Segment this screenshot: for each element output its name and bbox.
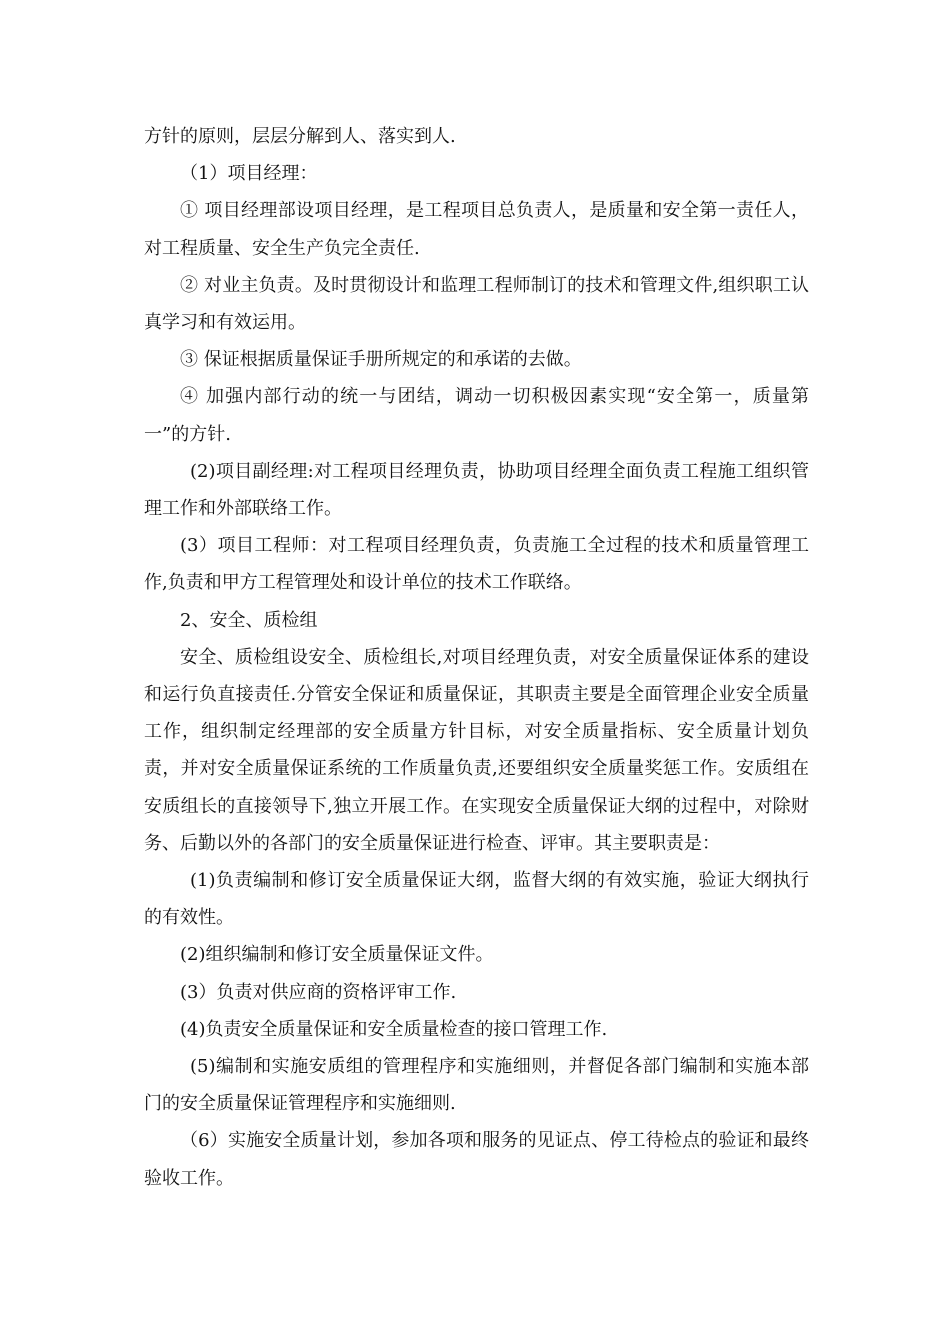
paragraph-duty-2: (2)组织编制和修订安全质量保证文件。: [180, 944, 494, 966]
heading-safety-quality-group: 2、安全、质检组: [180, 609, 318, 631]
paragraph-pm-item-2: ② 对业主负责。及时贯彻设计和监理工程师制订的技术和管理文件,组织职工认真学习和有效运用。: [144, 274, 809, 334]
paragraph-duty-3: (3）负责对供应商的资格评审工作.: [180, 981, 457, 1003]
paragraph-pm-item-1: ① 项目经理部设项目经理，是工程项目总负责人，是质量和安全第一责任人，对工程质量、安全生产负完全责任.: [144, 200, 809, 259]
paragraph-duty-1: (1)负责编制和修订安全质量保证大纲，监督大纲的有效实施，验证大纲执行的有效性。: [144, 870, 809, 929]
paragraph-duty-4: (4)负责安全质量保证和安全质量检查的接口管理工作.: [180, 1018, 608, 1040]
paragraph-deputy-manager: (2)项目副经理:对工程项目经理负责，协助项目经理全面负责工程施工组织管理工作和外部联络工作。: [144, 460, 809, 520]
paragraph-pm-item-4: ④ 加强内部行动的统一与团结，调动一切积极因素实现“安全第一，质量第一”的方针.: [144, 386, 809, 445]
document-body: [144, 118, 809, 1197]
paragraph-duty-6: （6）实施安全质量计划，参加各项和服务的见证点、停工待检点的验证和最终验收工作。: [144, 1130, 809, 1189]
paragraph-duty-5: (5)编制和实施安质组的管理程序和实施细则，并督促各部门编制和实施本部门的安全质量保证管理程序和实施细则.: [144, 1056, 809, 1115]
heading-project-manager: （1）项目经理：: [180, 163, 318, 185]
paragraph-project-engineer: (3）项目工程师：对工程项目经理负责，负责施工全过程的技术和质量管理工作,负责和甲方工程管理处和设计单位的技术工作联络。: [144, 535, 809, 594]
paragraph-pm-item-3: ③ 保证根据质量保证手册所规定的和承诺的去做。: [180, 349, 582, 371]
paragraph-continuation: 方针的原则，层层分解到人、落实到人.: [144, 126, 456, 147]
paragraph-safety-quality-group: 安全、质检组设安全、质检组长,对项目经理负责，对安全质量保证体系的建设和运行负直接责任.分管安全保证和质量保证，其职责主要是全面管理企业安全质量工作，组织制定经理部的安全质量方针目标，对安全质量指标、安全质量计划负责，并对安全质量保证系统的工作质量负责,还要组织安全质量奖惩工作。安质组在安质组长的直接领导下,独立开展工作。在实现安全质量保证大纲的过程中，对除财务、后勤以外的各部门的安全质量保证进行检查、评审。其主要职责是：: [144, 646, 809, 854]
